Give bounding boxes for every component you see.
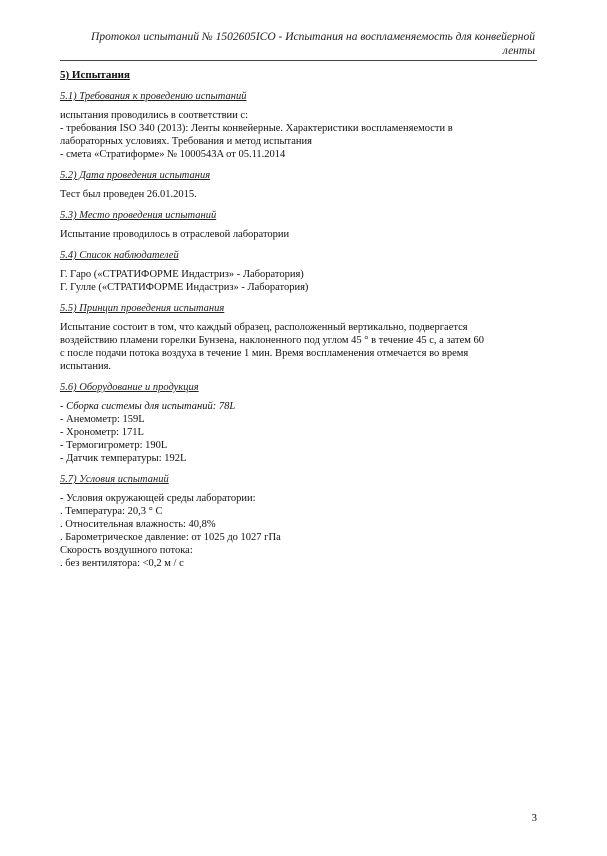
subsection-5-5-heading: 5.5) Принцип проведения испытания bbox=[60, 303, 225, 314]
subsection-5-4-heading: 5.4) Список наблюдателей bbox=[60, 250, 179, 261]
text-line: - требования ISO 340 (2013): Ленты конвейерные. Характеристики воспламеняемости в bbox=[60, 123, 453, 134]
condition-item: . Барометрическое давление: от 1025 до 1027 гПа bbox=[60, 532, 281, 543]
condition-item: . Температура: 20,3 ° C bbox=[60, 506, 163, 517]
document-body bbox=[60, 69, 535, 570]
observer-item: Г. Гулле («СТРАТИФОРМЕ Индастриз» - Лаборатория) bbox=[60, 282, 309, 293]
text-line: лабораторных условиях. Требования и метод испытания bbox=[60, 136, 312, 147]
equipment-item: - Датчик температуры: 192L bbox=[60, 453, 187, 464]
text-line: испытания проводились в соответствии с: bbox=[60, 110, 248, 121]
equipment-item: - Сборка системы для испытаний: 78L bbox=[60, 401, 236, 412]
equipment-item: - Термогигрометр: 190L bbox=[60, 440, 168, 451]
page-number: 3 bbox=[531, 812, 537, 824]
condition-item: . без вентилятора: <0,2 м / с bbox=[60, 558, 184, 569]
header-title-line-1: Протокол испытаний № 1502605ICO - Испытания на воспламеняемость для конвейерной bbox=[91, 31, 535, 43]
subsection-5-5-body bbox=[60, 321, 535, 373]
subsection-5-1-heading: 5.1) Требования к проведению испытаний bbox=[60, 91, 247, 102]
text-line: с после подачи потока воздуха в течение 1 мин. Время воспламенения отмечается во время bbox=[60, 348, 469, 359]
conditions-list bbox=[60, 492, 535, 570]
subsection-5-3-text: Испытание проводилось в отраслевой лаборатории bbox=[60, 229, 290, 240]
subsection-5-1-body bbox=[60, 109, 535, 161]
observer-item: Г. Гаро («СТРАТИФОРМЕ Индастриз» - Лаборатория) bbox=[60, 269, 304, 280]
section-title: 5) Испытания bbox=[60, 69, 130, 81]
text-line: - смета «Стратиформе» № 1000543A от 05.11.2014 bbox=[60, 149, 286, 160]
text-line: Испытание состоит в том, что каждый образец, расположенный вертикально, подвергается bbox=[60, 322, 468, 333]
subsection-5-7-heading: 5.7) Условия испытаний bbox=[60, 474, 169, 485]
subsection-5-2-heading: 5.2) Дата проведения испытания bbox=[60, 170, 211, 181]
observer-list bbox=[60, 268, 535, 294]
document-header bbox=[65, 30, 535, 58]
text-line: воздействию пламени горелки Бунзена, наклоненного под углом 45 ° в течение 45 с, а затем 60 bbox=[60, 335, 484, 346]
condition-item: . Относительная влажность: 40,8% bbox=[60, 519, 216, 530]
header-title-line-2: ленты bbox=[502, 45, 535, 57]
text-line: испытания. bbox=[60, 361, 112, 372]
equipment-list bbox=[60, 400, 535, 465]
header-rule bbox=[60, 60, 537, 61]
condition-item: Скорость воздушного потока: bbox=[60, 545, 193, 556]
equipment-item: - Хронометр: 171L bbox=[60, 427, 144, 438]
equipment-item: - Анемометр: 159L bbox=[60, 414, 145, 425]
subsection-5-3-heading: 5.3) Место проведения испытаний bbox=[60, 210, 217, 221]
condition-item: - Условия окружающей среды лаборатории: bbox=[60, 493, 256, 504]
subsection-5-6-heading: 5.6) Оборудование и продукция bbox=[60, 382, 199, 393]
subsection-5-2-text: Тест был проведен 26.01.2015. bbox=[60, 189, 197, 200]
